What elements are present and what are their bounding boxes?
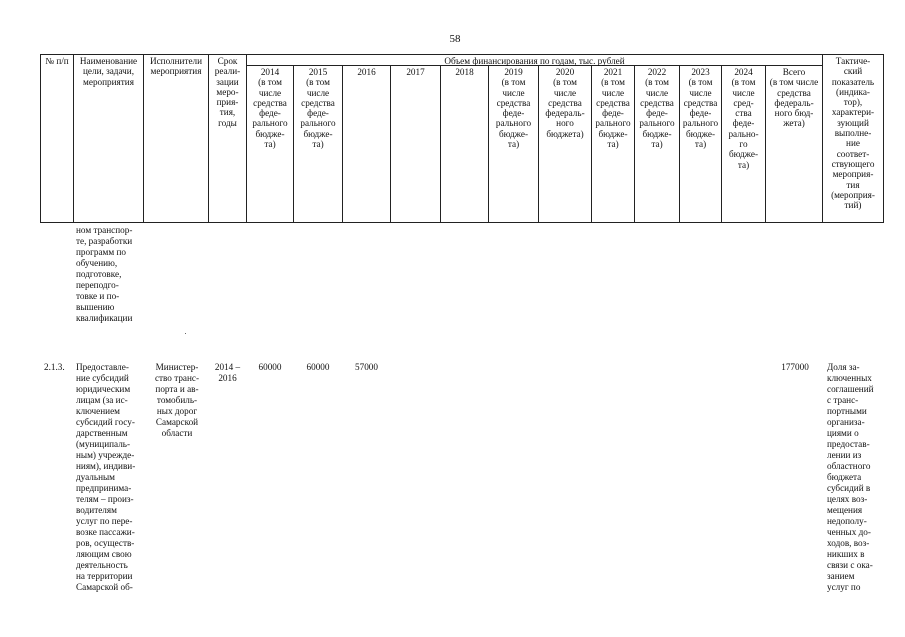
table-top-border [40, 54, 883, 55]
col-border [440, 65, 441, 223]
year-2017 [391, 67, 440, 77]
col-border [342, 65, 343, 223]
value-2016: 57000 [355, 362, 378, 372]
year-note: (в том числе средства феде- рального бюдже- та) [495, 77, 532, 150]
year-2022 [635, 67, 679, 149]
year-2023 [680, 67, 721, 149]
year-label: 2021 [603, 67, 623, 77]
year-note: (в том числе средства федераль- ного бюджета) [545, 77, 585, 139]
year-label: 2018 [455, 67, 474, 77]
year-2019 [489, 67, 538, 149]
year-2018 [441, 67, 488, 77]
year-note: (в том числе средства феде- рального бюдже- та) [252, 77, 288, 150]
year-2024 [722, 67, 765, 170]
row-term: 2014 – 2016 [214, 362, 241, 383]
year-label: 2022 [647, 67, 667, 77]
row-indicator: Доля за- ключенных соглашений с транс- портными организа- циями о предостав- лении из областного бюджета субсидий в целях воз- мещения недополу- ченных до- ходов, воз- никших в связи с ока- занием услуг по [827, 362, 874, 592]
col-border [143, 54, 144, 223]
header-indicator: Тактиче- ский показатель (индика- тор), характери- зующий выполне- ние соответ- ствующего мероприя- тия (мероприя- тий) [831, 56, 875, 211]
year-note: (в том числе сред- ства феде- рально- го бюдже- та) [728, 77, 759, 170]
continuation-name: ном транспор- те, разработки программ по обучению, подготовке, переподго- товке и по- вышению квалификации [76, 225, 133, 323]
col-border [390, 65, 391, 223]
year-2020 [539, 67, 591, 139]
header-funding-title: Объем финансирования по годам, тыс. рублей [444, 56, 625, 66]
header-bottom-border [40, 222, 883, 223]
year-note: (в том числе средства феде- рального бюдже- та) [595, 77, 631, 150]
year-label: 2019 [504, 67, 523, 77]
year-label: 2017 [406, 67, 425, 77]
year-label: 2023 [691, 67, 710, 77]
year-2016 [343, 67, 390, 77]
header-name: Наименование цели, задачи, мероприятия [79, 56, 138, 87]
page-number: 58 [449, 33, 461, 45]
year-note: (в том числе средства феде- рального бюдже- та) [300, 77, 336, 150]
year-label: 2015 [308, 67, 328, 77]
header-num: № п/п [45, 56, 69, 66]
row-name: Предоставле- ние субсидий юридическим лицам (за ис- ключением субсидий госу- дарственным (муниципаль- ным) учрежде- ниям), индиви- дуальным предпринима- телям – произ- водителям услуг по пере- возке пассажи- ров, осуществ- ляющим свою деятельность на территории Самарской об- [76, 362, 136, 592]
col-border [40, 54, 41, 223]
row-executor: Министер- ство транс- порта и ав- томобиль- ных дорог Самарской области [154, 362, 200, 438]
year-2014 [247, 67, 293, 149]
value-2015: 60000 [306, 362, 330, 372]
year-label: 2016 [357, 67, 376, 77]
scan-speck [185, 333, 186, 334]
header-executors: Исполнители мероприятия [149, 56, 203, 77]
year-2015 [294, 67, 342, 149]
year-note: (в том числе средства феде- рального бюдже- та) [639, 77, 675, 150]
value-2014: 60000 [258, 362, 282, 372]
year-label: 2014 [260, 67, 280, 77]
header-term: Срок реали- зации меро- прия- тия, годы [214, 56, 241, 128]
value-total: 177000 [781, 362, 809, 372]
year-label: 2020 [555, 67, 575, 77]
row-number: 2.1.3. [44, 362, 65, 372]
col-border [883, 54, 884, 223]
year-note: (в том числе средства феде- рального бюдже- та) [682, 77, 719, 150]
total-column-header: Всего (в том числе средства федераль- ного бюд- жета) [769, 67, 819, 129]
year-2021 [592, 67, 634, 149]
year-label: 2024 [734, 67, 753, 77]
